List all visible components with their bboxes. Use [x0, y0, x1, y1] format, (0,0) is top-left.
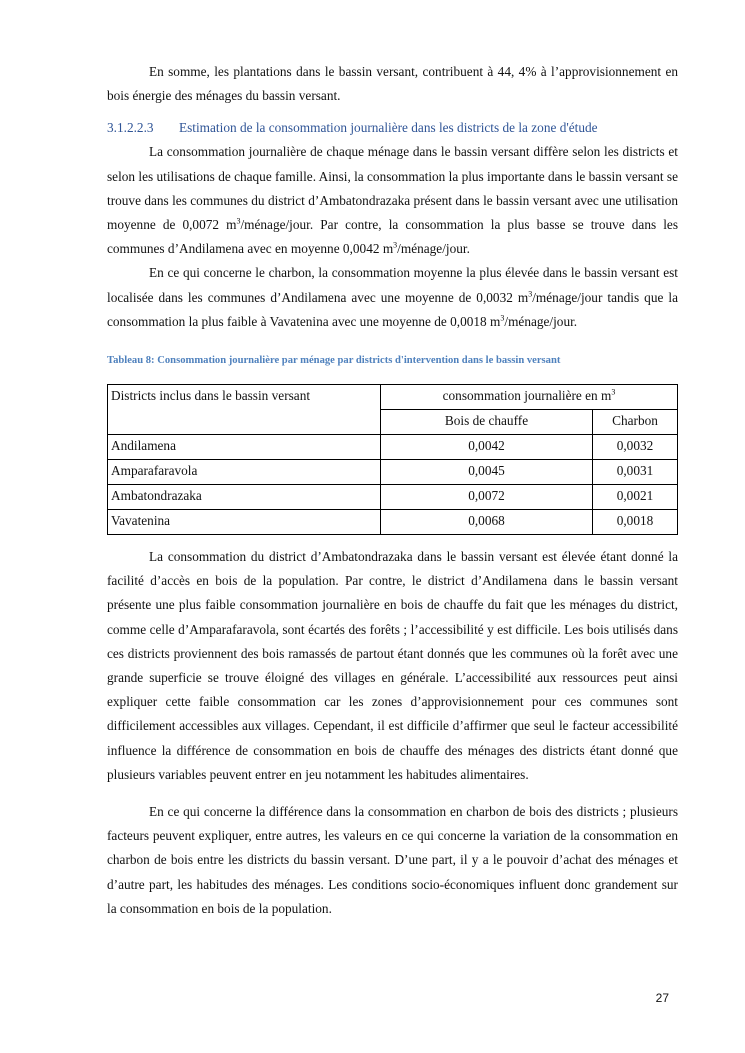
section-title: Estimation de la consommation journalière dans les districts de la zone d'étude: [179, 120, 598, 136]
superscript: 3: [611, 387, 616, 397]
text-fragment: En ce qui concerne le charbon, la consommation moyenne la plus élevée dans le bassin versant est localisée dans les communes d’Andilamena avec une moyenne de 0,0032 m: [107, 265, 678, 305]
table-caption: Tableau 8: Consommation journalière par ménage par districts d'intervention dans le bassin versant: [107, 355, 561, 367]
paragraph-charcoal-difference: En ce qui concerne la différence dans la consommation en charbon de bois des districts ; plusieurs facteurs peuvent expliquer, entre autres, les valeurs en ce qui concerne la variation de la consommation en charbon de bois entre les districts du bassin versant. D’une part, il y a le pouvoir d’achat des ménages et d’autre part, les habitudes des ménages. Les conditions socio-économiques influent donc grandement sur la consommation en bois de la population.: [107, 804, 678, 916]
cell-charbon: 0,0031: [593, 460, 678, 485]
superscript: 3: [393, 240, 398, 250]
cell-district: Andilamena: [108, 435, 381, 460]
header-consumption: [381, 385, 678, 410]
consumption-table: [107, 384, 678, 535]
text-fragment: La consommation journalière de chaque ménage dans le bassin versant diffère selon les districts et selon les utilisations de chaque famille. Ainsi, la consommation la plus importante dans le bassin versant se trouve dans les communes du district d’Ambatondrazaka présent dans le bassin versant avec une utilisation moyenne de 0,0072 m: [107, 144, 678, 233]
subheader-charbon: Charbon: [593, 410, 678, 435]
table-row: [108, 510, 678, 535]
page-number: 27: [655, 991, 669, 1005]
text-fragment: /ménage/jour tandis que la consommation la plus faible à Vavatenina avec une moyenne de 0,0018 m: [107, 289, 678, 329]
paragraph-charcoal: [107, 261, 678, 334]
text-fragment: /ménage/jour.: [397, 241, 470, 257]
cell-charbon: 0,0021: [593, 485, 678, 510]
cell-bois: 0,0042: [381, 435, 593, 460]
cell-charbon: 0,0032: [593, 435, 678, 460]
table-row: [108, 485, 678, 510]
document-page: [107, 60, 678, 921]
cell-bois: 0,0072: [381, 485, 593, 510]
section-heading: [107, 116, 678, 140]
text-fragment: /ménage/jour.: [504, 313, 578, 329]
subheader-bois: Bois de chauffe: [381, 410, 593, 435]
superscript: 3: [236, 216, 241, 226]
text-fragment: /ménage/jour. Par contre, la consommation la plus basse se trouve dans les communes d’Andilamena avec en moyenne 0,0042 m: [107, 217, 678, 257]
paragraph-daily-consumption: [107, 140, 678, 261]
paragraph-ambatondrazaka: La consommation du district d’Ambatondrazaka dans le bassin versant est élevée étant donné la facilité d’accès en bois de la population. Par contre, le district d’Andilamena dans le bassin versant présente une plus faible consommation journalière en bois de chauffe du fait que les ménages du district, comme celle d’Amparafaravola, sont écartés des forêts ; l’accessibilité y est difficile. Les bois utilisés dans ces districts proviennent des bois ramassés de partout étant donnés que les communes où la forêt avec une grande superficie se trouve éloigné des villages en générale. L’accessibilité aux ressources peut ainsi expliquer cette faible consommation car les zones d’approvisionnement pour ces communes sont difficilement accessibles aux villages. Cependant, il est difficile d’affirmer que seul le facteur accessibilité influence la différence de consommation en bois de chauffe des ménages des districts étant donné que plusieurs variables peuvent entrer en jeu notamment les habitudes alimentaires.: [107, 549, 678, 782]
section-number: 3.1.2.2.3: [107, 120, 154, 136]
table-row: [108, 460, 678, 485]
cell-district: Amparafaravola: [108, 460, 381, 485]
superscript: 3: [528, 289, 533, 299]
cell-district: Ambatondrazaka: [108, 485, 381, 510]
paragraph-plantations: En somme, les plantations dans le bassin versant, contribuent à 44, 4% à l’approvisionnement en bois énergie des ménages du bassin versant.: [107, 64, 678, 104]
cell-charbon: 0,0018: [593, 510, 678, 535]
header-district: Districts inclus dans le bassin versant: [108, 385, 381, 435]
table-row: [108, 435, 678, 460]
cell-bois: 0,0068: [381, 510, 593, 535]
superscript: 3: [500, 313, 505, 323]
cell-district: Vavatenina: [108, 510, 381, 535]
cell-bois: 0,0045: [381, 460, 593, 485]
header-consumption-text: consommation journalière en m: [442, 388, 612, 404]
